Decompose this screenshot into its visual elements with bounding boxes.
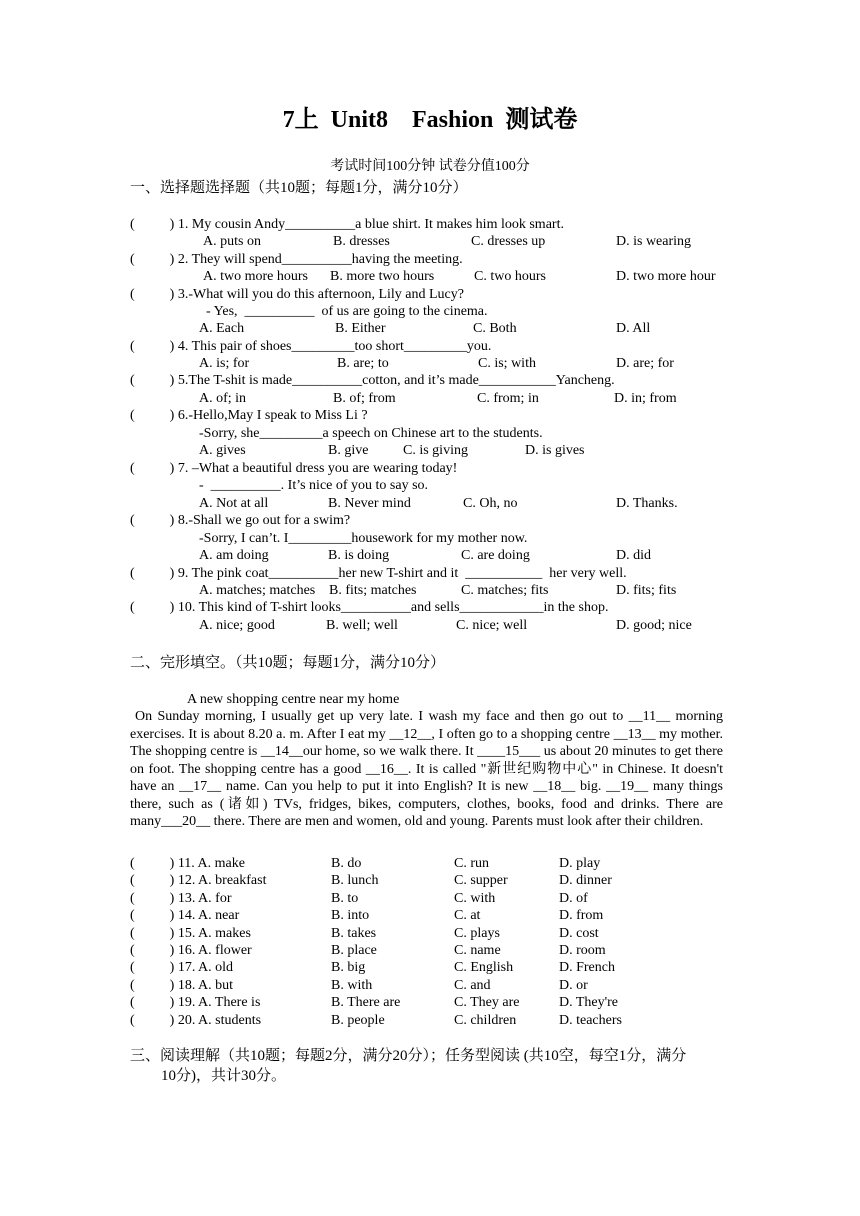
cloze-18-option-d: D. or xyxy=(559,977,588,993)
q10-option-a: A. nice; good xyxy=(199,618,275,633)
q10-option-c: C. nice; well xyxy=(456,618,528,633)
cloze-16-option-d: D. room xyxy=(559,943,606,958)
cloze-20-option-a: ( ) 20. A. students xyxy=(130,1012,262,1028)
q3-option-b: B. Either xyxy=(335,321,386,336)
passage-body: On Sunday morning, I usually get up very late. I wash my face and then go out to __11__ morning exercises. It is about 8.20 a. m. After I eat my __12__, I often go to a shopping centre __13__ my mother. The shopping centre is __14__our home, so we walk there. It ____15___ us about 20 minutes to get there on foot. The shopping centre has a good __16__. It is called "新世纪购物中心" in Chinese. It doesn't have an __17__ name. Can you help to put it into English? It is new __18__ big. __19__ many things there, such as (诸如) TVs, fridges, bikes, computers, clothes, books, food and drinks. There are many___20__ there. There are men and women, old and young. Parents must look after their children. xyxy=(130,709,723,829)
q2-option-a: A. two more hours xyxy=(203,269,308,284)
passage-title: A new shopping centre near my home xyxy=(187,692,400,707)
q7-option-d: D. Thanks. xyxy=(616,496,678,511)
q9-option-b: B. fits; matches xyxy=(329,583,417,598)
q6-option-b: B. give xyxy=(328,443,369,458)
section-3-heading-2: 10分)，共计30分。 xyxy=(161,1068,286,1084)
cloze-15-option-c: C. plays xyxy=(454,925,500,941)
cloze-19-option-b: B. There are xyxy=(331,995,401,1011)
q3-option-a: A. Each xyxy=(199,321,245,336)
q1-option-c: C. dresses up xyxy=(471,234,546,249)
q7-option-c: C. Oh, no xyxy=(463,496,518,511)
cloze-15-option-a: ( ) 15. A. makes xyxy=(130,925,251,941)
q5-option-a: A. of; in xyxy=(199,391,247,406)
q6-stem-2: -Sorry, she_________a speech on Chinese art to the students. xyxy=(199,426,543,441)
q7-option-a: A. Not at all xyxy=(199,496,269,511)
cloze-15-option-b: B. takes xyxy=(331,925,377,941)
q2-option-d: D. two more hour xyxy=(616,269,716,284)
q1-option-a: A. puts on xyxy=(203,234,261,249)
q8-option-b: B. is doing xyxy=(328,548,390,563)
exam-info: 考试时间100分钟 试卷分值100分 xyxy=(330,159,530,174)
q9-option-a: A. matches; matches xyxy=(199,583,316,598)
cloze-18-option-a: ( ) 18. A. but xyxy=(130,977,234,993)
cloze-12-option-c: C. supper xyxy=(454,873,508,889)
q3-option-c: C. Both xyxy=(473,321,517,336)
cloze-11-option-b: B. do xyxy=(331,856,362,871)
q8-option-a: A. am doing xyxy=(199,548,269,563)
cloze-14-option-d: D. from xyxy=(559,908,604,924)
q5-option-d: D. in; from xyxy=(614,391,677,406)
q4-option-a: A. is; for xyxy=(199,356,250,371)
q6-option-c: C. is giving xyxy=(403,443,468,458)
section-1-heading: 一、选择题选择题（共10题；每题1分，满分10分） xyxy=(130,180,468,196)
q6-stem: ( ) 6.-Hello,May I speak to Miss Li ? xyxy=(130,408,368,423)
cloze-14-option-b: B. into xyxy=(331,908,370,924)
q4-option-d: D. are; for xyxy=(616,356,674,371)
cloze-13-option-b: B. to xyxy=(331,890,359,906)
q3-stem: ( ) 3.-What will you do this afternoon, Lily and Lucy? xyxy=(130,287,464,302)
cloze-11-option-d: D. play xyxy=(559,856,601,871)
cloze-18-option-b: B. with xyxy=(331,977,373,993)
q4-option-c: C. is; with xyxy=(478,356,536,371)
cloze-16-option-c: C. name xyxy=(454,943,501,958)
cloze-17-option-b: B. big xyxy=(331,960,366,976)
cloze-17-option-d: D. French xyxy=(559,960,615,976)
cloze-16-option-a: ( ) 16. A. flower xyxy=(130,943,252,958)
cloze-14-option-c: C. at xyxy=(454,908,481,924)
cloze-17-option-c: C. English xyxy=(454,960,514,976)
q7-stem-2: - __________. It’s nice of you to say so. xyxy=(199,478,429,493)
q1-stem: ( ) 1. My cousin Andy__________a blue shirt. It makes him look smart. xyxy=(130,217,564,232)
q2-stem: ( ) 2. They will spend__________having the meeting. xyxy=(130,252,463,267)
q9-option-d: D. fits; fits xyxy=(616,583,677,598)
q7-stem: ( ) 7. –What a beautiful dress you are wearing today! xyxy=(130,461,458,476)
cloze-13-option-c: C. with xyxy=(454,890,496,906)
cloze-19-option-a: ( ) 19. A. There is xyxy=(130,995,261,1011)
q5-option-c: C. from; in xyxy=(477,391,539,406)
cloze-12-option-a: ( ) 12. A. breakfast xyxy=(130,873,267,889)
q3-stem-2: - Yes, __________ of us are going to the cinema. xyxy=(206,304,488,319)
cloze-17-option-a: ( ) 17. A. old xyxy=(130,960,234,976)
q7-option-b: B. Never mind xyxy=(328,496,411,511)
q6-option-d: D. is gives xyxy=(525,443,585,458)
section-3-heading: 三、阅读理解（共10题；每题2分，满分20分）；任务型阅读 (共10空，每空1分，满分 xyxy=(130,1048,687,1064)
q5-stem: ( ) 5.The T-shit is made__________cotton, and it’s made___________Yancheng. xyxy=(130,373,615,388)
q6-option-a: A. gives xyxy=(199,443,246,458)
cloze-20-option-c: C. children xyxy=(454,1012,517,1028)
q2-option-b: B. more two hours xyxy=(330,269,435,284)
cloze-20-option-b: B. people xyxy=(331,1012,385,1028)
q1-option-b: B. dresses xyxy=(333,234,390,249)
cloze-19-option-c: C. They are xyxy=(454,995,520,1011)
cloze-18-option-c: C. and xyxy=(454,977,491,993)
q9-stem: ( ) 9. The pink coat__________her new T-shirt and it ___________ her very well. xyxy=(130,566,627,581)
cloze-20-option-d: D. teachers xyxy=(559,1012,622,1028)
q10-stem: ( ) 10. This kind of T-shirt looks__________and sells____________in the shop. xyxy=(130,600,609,615)
cloze-19-option-d: D. They're xyxy=(559,995,619,1011)
q8-option-d: D. did xyxy=(616,548,651,563)
q4-option-b: B. are; to xyxy=(337,356,389,371)
cloze-14-option-a: ( ) 14. A. near xyxy=(130,908,240,924)
section-2-heading: 二、完形填空。（共10题；每题1分，满分10分） xyxy=(130,655,446,671)
q9-option-c: C. matches; fits xyxy=(461,583,549,598)
q2-option-c: C. two hours xyxy=(474,269,546,284)
cloze-11-option-a: ( ) 11. A. make xyxy=(130,856,245,871)
cloze-11-option-c: C. run xyxy=(454,856,489,871)
q8-stem-2: -Sorry, I can’t. I_________housework for my mother now. xyxy=(199,531,528,546)
q10-option-d: D. good; nice xyxy=(616,618,692,633)
q8-option-c: C. are doing xyxy=(461,548,530,563)
cloze-12-option-b: B. lunch xyxy=(331,873,379,889)
cloze-15-option-d: D. cost xyxy=(559,925,599,941)
page-title: 7上 Unit8 Fashion 测试卷 xyxy=(282,107,578,133)
q1-option-d: D. is wearing xyxy=(616,234,692,249)
q5-option-b: B. of; from xyxy=(333,391,396,406)
cloze-12-option-d: D. dinner xyxy=(559,873,612,889)
q3-option-d: D. All xyxy=(616,321,651,336)
q10-option-b: B. well; well xyxy=(326,618,398,633)
cloze-16-option-b: B. place xyxy=(331,943,377,958)
cloze-13-option-a: ( ) 13. A. for xyxy=(130,890,232,906)
q4-stem: ( ) 4. This pair of shoes_________too short_________you. xyxy=(130,339,492,354)
q8-stem: ( ) 8.-Shall we go out for a swim? xyxy=(130,513,351,528)
cloze-13-option-d: D. of xyxy=(559,890,588,906)
